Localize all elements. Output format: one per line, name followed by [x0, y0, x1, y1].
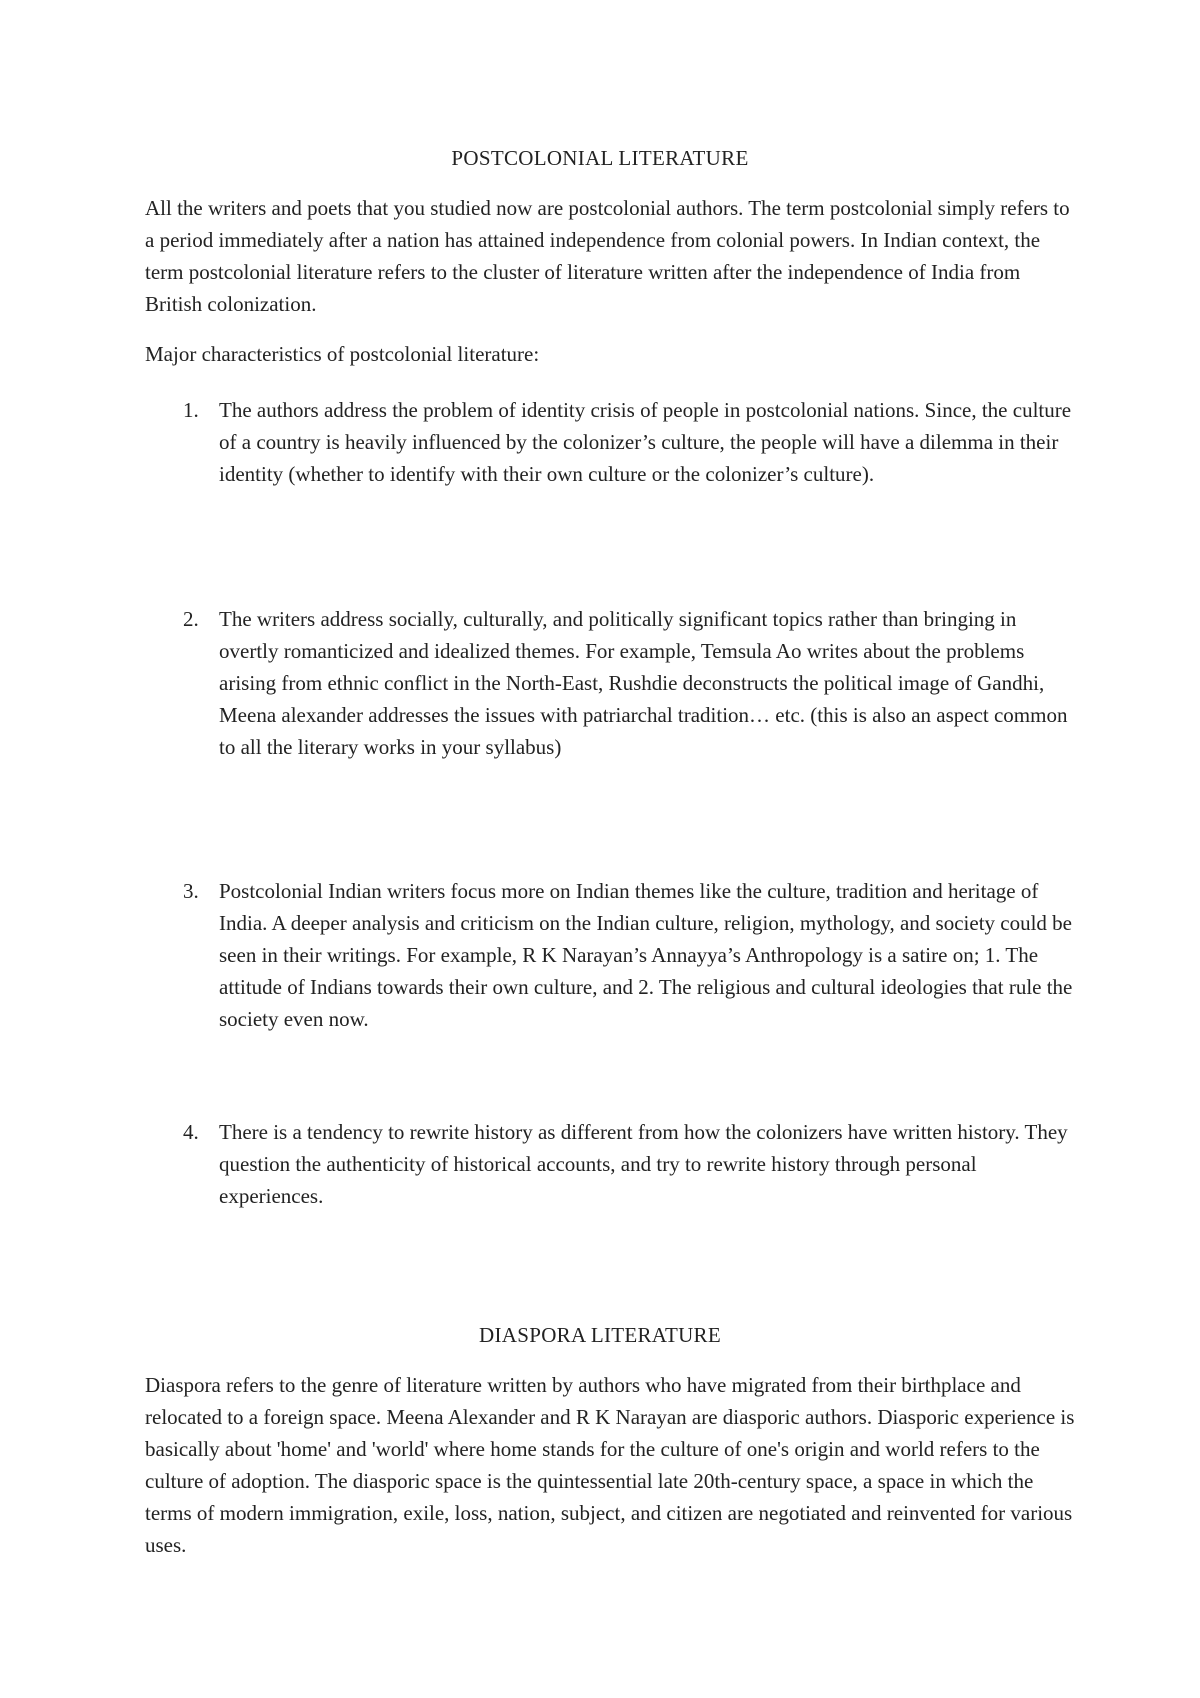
heading-postcolonial-literature: POSTCOLONIAL LITERATURE: [451, 146, 749, 170]
list-number: 1.: [183, 398, 199, 422]
characteristics-lead: Major characteristics of postcolonial literature:: [145, 342, 540, 366]
diaspora-paragraph: Diaspora refers to the genre of literature written by authors who have migrated from their birthplace and relocated to a foreign space. Meena Alexander and R K Narayan are diasporic authors. Diasporic experience is basically about 'home' and 'world' where home stands for the culture of one's origin and world refers to the culture of adoption. The diasporic space is the quintessential late 20th-century space, a space in which the terms of modern immigration, exile, loss, nation, subject, and citizen are negotiated and reinvented for various uses.: [145, 1373, 1075, 1557]
heading-diaspora-literature: DIASPORA LITERATURE: [479, 1323, 721, 1347]
list-number: 4.: [183, 1120, 199, 1144]
list-text: Postcolonial Indian writers focus more on Indian themes like the culture, tradition and heritage of India. A deeper analysis and criticism on the Indian culture, religion, mythology, and society could be seen in their writings. For example, R K Narayan’s Annayya’s Anthropology is a satire on; 1. The attitude of Indians towards their own culture, and 2. The religious and cultural ideologies that rule the society even now.: [219, 879, 1073, 1031]
list-text: The authors address the problem of identity crisis of people in postcolonial nations. Since, the culture of a country is heavily influenced by the colonizer’s culture, the people will have a dilemma in their identity (whether to identify with their own culture or the colonizer’s culture).: [219, 398, 1072, 486]
list-text: There is a tendency to rewrite history as different from how the colonizers have written history. They question the authenticity of historical accounts, and try to rewrite history through personal experiences.: [219, 1120, 1068, 1208]
list-number: 3.: [183, 879, 199, 903]
list-text: The writers address socially, culturally, and politically significant topics rather than bringing in overtly romanticized and idealized themes. For example, Temsula Ao writes about the problems arising from ethnic conflict in the North-East, Rushdie deconstructs the political image of Gandhi, Meena alexander addresses the issues with patriarchal tradition… etc. (this is also an aspect common to all the literary works in your syllabus): [219, 607, 1068, 759]
list-number: 2.: [183, 607, 199, 631]
intro-paragraph: All the writers and poets that you studied now are postcolonial authors. The term postcolonial simply refers to a period immediately after a nation has attained independence from colonial powers. In Indian context, the term postcolonial literature refers to the cluster of literature written after the independence of India from British colonization.: [145, 196, 1070, 316]
